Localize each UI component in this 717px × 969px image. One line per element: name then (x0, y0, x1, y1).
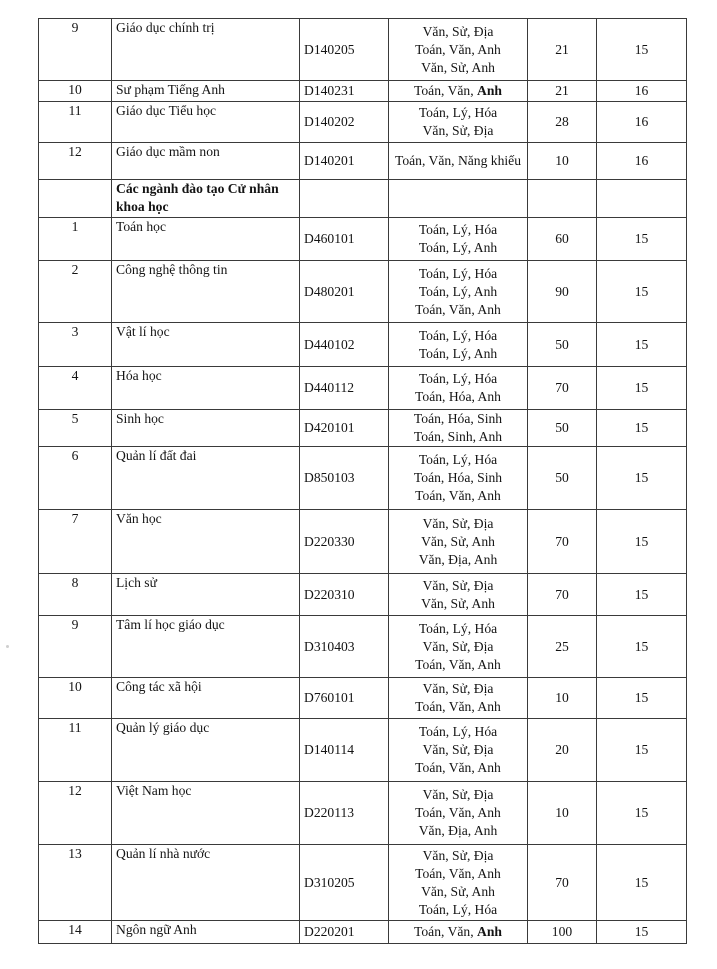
major-name: Sư phạm Tiếng Anh (112, 81, 300, 102)
major-code: D220330 (300, 510, 389, 574)
quota: 50 (528, 410, 597, 447)
subject-combination: Toán, Văn, Năng khiếu (394, 153, 522, 168)
row-number: 13 (39, 845, 112, 921)
quota: 70 (528, 845, 597, 921)
subject-combination: Toán, Hóa, Sinh (413, 470, 503, 485)
major-code (300, 180, 389, 218)
major-name: Quản lí nhà nước (112, 845, 300, 921)
row-number: 6 (39, 447, 112, 510)
major-name: Việt Nam học (112, 782, 300, 845)
admissions-table-body (39, 19, 687, 944)
min-score (597, 180, 687, 218)
min-score: 16 (597, 143, 687, 180)
major-code: D460101 (300, 218, 389, 261)
subject-combinations (389, 102, 528, 143)
quota: 50 (528, 323, 597, 367)
subject-combination: Toán, Hóa, Anh (415, 389, 501, 404)
subject-combination: Toán, Lý, Hóa (418, 452, 498, 467)
subject-combination: Văn, Sử, Địa (422, 123, 494, 138)
subject-combinations (389, 261, 528, 323)
row-number: 14 (39, 921, 112, 944)
subject-combinations (389, 180, 528, 218)
subject-combinations (389, 19, 528, 81)
row-number: 8 (39, 574, 112, 616)
row-number: 10 (39, 81, 112, 102)
major-name: Sinh học (112, 410, 300, 447)
table-row (39, 678, 687, 719)
subject-combinations (389, 845, 528, 921)
major-code: D440112 (300, 367, 389, 410)
min-score: 15 (597, 410, 687, 447)
subject-combination: Toán, Văn, Anh (415, 699, 501, 714)
subject-combination: Văn, Địa, Anh (418, 823, 498, 838)
subject-combinations (389, 81, 528, 102)
subject-combination: Văn, Sử, Anh (421, 595, 495, 611)
subject-combination: Văn, Sử, Địa (422, 787, 494, 802)
subject-combinations (389, 143, 528, 180)
subject-combination: Toán, Văn, Anh (414, 924, 502, 939)
quota: 100 (528, 921, 597, 944)
row-number: 12 (39, 782, 112, 845)
subject-combination: Toán, Văn, Anh (415, 760, 501, 775)
major-code: D140202 (300, 102, 389, 143)
major-code: D760101 (300, 678, 389, 719)
quota: 20 (528, 719, 597, 782)
subject-combination: Văn, Sử, Địa (422, 638, 494, 654)
row-number: 5 (39, 410, 112, 447)
major-code: D140114 (300, 719, 389, 782)
subject-combination: Toán, Văn, Anh (415, 805, 501, 820)
major-name: Hóa học (112, 367, 300, 410)
table-row (39, 845, 687, 921)
min-score: 15 (597, 921, 687, 944)
min-score: 15 (597, 574, 687, 616)
major-code: D310205 (300, 845, 389, 921)
subject-combination: Toán, Lý, Hóa (418, 265, 498, 281)
major-name: Giáo dục chính trị (112, 19, 300, 81)
table-row (39, 323, 687, 367)
subject-combinations (389, 616, 528, 678)
subject-combination: Toán, Lý, Hóa (418, 105, 498, 120)
row-number: 1 (39, 218, 112, 261)
quota: 70 (528, 510, 597, 574)
quota: 10 (528, 678, 597, 719)
subject-combinations (389, 367, 528, 410)
subject-combination: Toán, Lý, Hóa (418, 371, 498, 386)
min-score: 16 (597, 81, 687, 102)
row-number: 11 (39, 102, 112, 143)
subject-combinations (389, 447, 528, 510)
major-code: D220201 (300, 921, 389, 944)
subject-combination: Văn, Địa, Anh (418, 551, 498, 567)
table-row (39, 782, 687, 845)
quota: 50 (528, 447, 597, 510)
row-number: 3 (39, 323, 112, 367)
quota: 90 (528, 261, 597, 323)
row-number: 9 (39, 19, 112, 81)
quota: 60 (528, 218, 597, 261)
subject-combinations (389, 574, 528, 616)
subject-combinations (389, 782, 528, 845)
subject-combination: Văn, Sử, Địa (422, 23, 494, 39)
subject-combination: Toán, Văn, Anh (415, 41, 501, 57)
table-row (39, 719, 687, 782)
subject-combination: Toán, Lý, Anh (418, 240, 498, 255)
subject-combination: Văn, Sử, Anh (421, 883, 495, 899)
subject-combinations (389, 678, 528, 719)
subject-combinations (389, 719, 528, 782)
subject-combinations (389, 921, 528, 944)
table-row (39, 102, 687, 143)
quota: 70 (528, 574, 597, 616)
subject-combination: Văn, Sử, Địa (422, 847, 494, 863)
table-row (39, 81, 687, 102)
major-code: D220310 (300, 574, 389, 616)
admissions-table (38, 18, 687, 944)
subject-combination: Toán, Lý, Anh (418, 283, 498, 299)
row-number: 9 (39, 616, 112, 678)
subject-combination: Toán, Lý, Hóa (418, 327, 498, 343)
min-score: 16 (597, 102, 687, 143)
subject-combination: Toán, Lý, Hóa (418, 620, 498, 636)
major-name: Công nghệ thông tin (112, 261, 300, 323)
table-row (39, 19, 687, 81)
subject-combinations (389, 510, 528, 574)
major-code: D220113 (300, 782, 389, 845)
major-code: D440102 (300, 323, 389, 367)
quota: 28 (528, 102, 597, 143)
table-row (39, 261, 687, 323)
min-score: 15 (597, 782, 687, 845)
major-code: D310403 (300, 616, 389, 678)
major-name: Giáo dục mầm non (112, 143, 300, 180)
table-row (39, 510, 687, 574)
subject-combination: Văn, Sử, Địa (422, 742, 494, 757)
table-row (39, 574, 687, 616)
major-name: Vật lí học (112, 323, 300, 367)
min-score: 15 (597, 218, 687, 261)
quota: 21 (528, 81, 597, 102)
major-code: D480201 (300, 261, 389, 323)
min-score: 15 (597, 19, 687, 81)
subject-combination: Văn, Sử, Anh (421, 533, 495, 549)
min-score: 15 (597, 367, 687, 410)
major-name: Giáo dục Tiểu học (112, 102, 300, 143)
bold-subject: Anh (477, 924, 502, 939)
min-score: 15 (597, 323, 687, 367)
table-row (39, 143, 687, 180)
major-code: D140205 (300, 19, 389, 81)
table-row (39, 218, 687, 261)
major-name: Toán học (112, 218, 300, 261)
subject-combination: Toán, Lý, Hóa (418, 901, 498, 917)
subject-combination: Toán, Lý, Hóa (418, 222, 498, 237)
row-number (39, 180, 112, 218)
major-code: D420101 (300, 410, 389, 447)
subject-combination: Văn, Sử, Địa (422, 515, 494, 531)
subject-combination: Toán, Văn, Anh (415, 865, 501, 881)
subject-combination: Toán, Sinh, Anh (413, 429, 503, 444)
table-row (39, 616, 687, 678)
quota: 25 (528, 616, 597, 678)
subject-combination: Toán, Văn, Anh (415, 656, 501, 672)
major-name: Các ngành đào tạo Cử nhân khoa học (112, 180, 300, 218)
table-row (39, 367, 687, 410)
subject-combination: Toán, Hóa, Sinh (413, 411, 503, 426)
subject-combinations (389, 218, 528, 261)
row-number: 10 (39, 678, 112, 719)
quota: 10 (528, 782, 597, 845)
subject-combination: Văn, Sử, Anh (421, 59, 495, 75)
min-score: 15 (597, 719, 687, 782)
scan-speck (6, 645, 9, 648)
subject-combination: Văn, Sử, Địa (422, 681, 494, 696)
major-name: Lịch sử (112, 574, 300, 616)
quota: 10 (528, 143, 597, 180)
subject-combinations (389, 410, 528, 447)
table-row (39, 447, 687, 510)
min-score: 15 (597, 510, 687, 574)
table-section-row (39, 180, 687, 218)
subject-combination: Toán, Văn, Anh (415, 488, 501, 503)
min-score: 15 (597, 678, 687, 719)
min-score: 15 (597, 616, 687, 678)
subject-combination: Toán, Văn, Anh (415, 301, 501, 317)
subject-combination: Văn, Sử, Địa (422, 577, 494, 593)
major-name: Quản lí đất đai (112, 447, 300, 510)
major-name: Ngôn ngữ Anh (112, 921, 300, 944)
row-number: 11 (39, 719, 112, 782)
major-name: Công tác xã hội (112, 678, 300, 719)
major-code: D850103 (300, 447, 389, 510)
major-name: Văn học (112, 510, 300, 574)
subject-combination: Toán, Văn, Anh (414, 83, 502, 98)
row-number: 2 (39, 261, 112, 323)
row-number: 4 (39, 367, 112, 410)
quota: 70 (528, 367, 597, 410)
table-row (39, 410, 687, 447)
major-name: Tâm lí học giáo dục (112, 616, 300, 678)
subject-combination: Toán, Lý, Anh (418, 345, 498, 361)
quota: 21 (528, 19, 597, 81)
major-name: Quản lý giáo dục (112, 719, 300, 782)
min-score: 15 (597, 261, 687, 323)
row-number: 12 (39, 143, 112, 180)
row-number: 7 (39, 510, 112, 574)
major-code: D140231 (300, 81, 389, 102)
table-row (39, 921, 687, 944)
major-code: D140201 (300, 143, 389, 180)
bold-subject: Anh (477, 83, 502, 98)
min-score: 15 (597, 447, 687, 510)
quota (528, 180, 597, 218)
min-score: 15 (597, 845, 687, 921)
subject-combinations (389, 323, 528, 367)
subject-combination: Toán, Lý, Hóa (418, 724, 498, 739)
